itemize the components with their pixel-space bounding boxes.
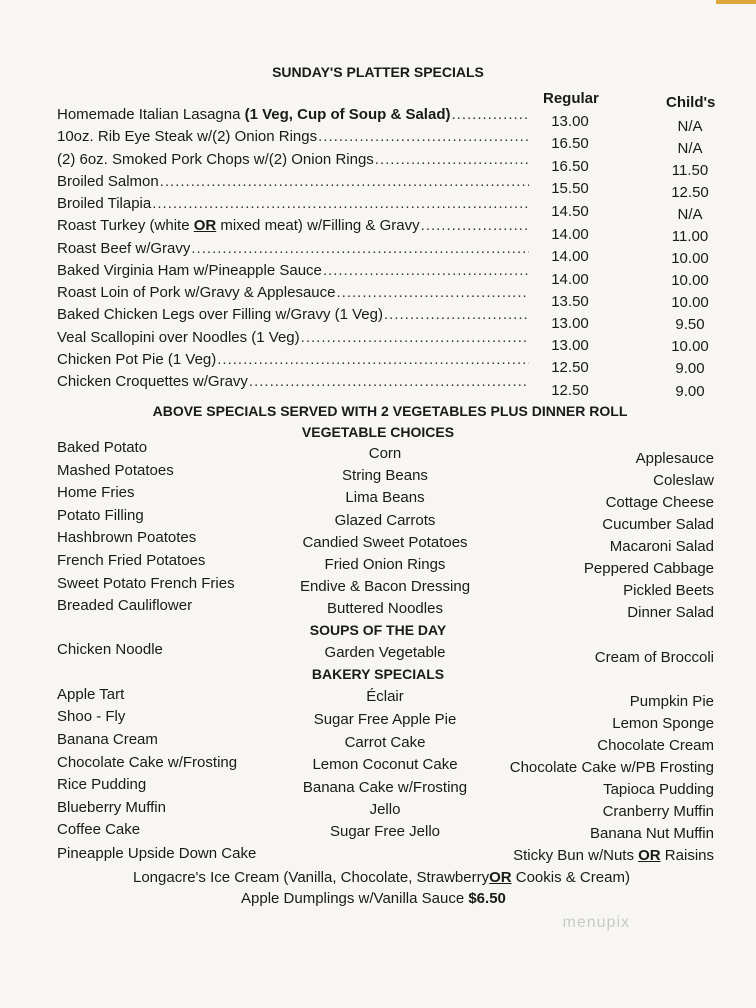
platter-item: Baked Chicken Legs over Filling w/Gravy (1 Veg) .....: [57, 306, 529, 323]
child-price: 10.00: [671, 250, 709, 267]
bakery-item: Apple Tart: [57, 686, 125, 703]
regular-price: 13.50: [551, 293, 589, 310]
child-price: 11.50: [671, 162, 709, 179]
vegetable-item: French Fried Potatoes: [57, 552, 206, 569]
bakery-item: Lemon Coconut Cake: [312, 756, 458, 773]
bakery-item: Coffee Cake: [57, 821, 141, 838]
bakery-item: Shoo - Fly: [57, 708, 126, 725]
platter-item: Broiled Salmon .....: [57, 173, 529, 190]
bakery-item: Carrot Cake: [344, 734, 426, 751]
child-price: 10.00: [671, 272, 709, 289]
dumplings-price: $6.50: [468, 890, 506, 907]
platter-item: Veal Scallopini over Noodles (1 Veg) .....: [57, 329, 529, 346]
vegetable-item: Potato Filling: [57, 507, 144, 524]
bakery-item: Banana Nut Muffin: [590, 825, 714, 842]
vegetable-item: Buttered Noodles: [327, 600, 443, 617]
bakery-item: Tapioca Pudding: [603, 781, 714, 798]
vegetable-item: Applesauce: [635, 450, 714, 467]
regular-price: 15.50: [551, 180, 589, 197]
bakery-item: Éclair: [366, 688, 404, 705]
vegetable-item: Home Fries: [57, 484, 135, 501]
regular-price: 13.00: [551, 337, 589, 354]
platter-item: Chicken Pot Pie (1 Veg) .....: [57, 351, 529, 368]
childs-column-header: Child's: [666, 94, 716, 111]
platter-item: Roast Loin of Pork w/Gravy & Applesauce .....: [57, 284, 529, 301]
bakery-item: Chocolate Cake w/PB Frosting: [509, 759, 714, 776]
vegetable-item: Peppered Cabbage: [583, 560, 714, 577]
regular-price: 16.50: [551, 135, 589, 152]
served-with-note: ABOVE SPECIALS SERVED WITH 2 VEGETABLES PLUS DINNER ROLL: [152, 403, 628, 419]
regular-price: 14.50: [551, 203, 589, 220]
vegetable-choices-title: VEGETABLE CHOICES: [301, 424, 455, 440]
platter-item: Roast Beef w/Gravy .....: [57, 240, 529, 257]
vegetable-item: Candied Sweet Potatoes: [302, 534, 468, 551]
bakery-item: Cranberry Muffin: [602, 803, 714, 820]
vegetable-item: Sweet Potato French Fries: [57, 575, 235, 592]
apple-dumplings-line: Apple Dumplings w/Vanilla Sauce $6.50: [241, 890, 506, 907]
vegetable-item: Endive & Bacon Dressing: [299, 578, 471, 595]
vegetable-item: Lima Beans: [345, 489, 425, 506]
bakery-item: Pumpkin Pie: [629, 693, 714, 710]
platter-item: Chicken Croquettes w/Gravy .....: [57, 373, 529, 390]
bakery-item: Rice Pudding: [57, 776, 147, 793]
soup-item: Chicken Noodle: [57, 641, 163, 658]
vegetable-item: Glazed Carrots: [334, 512, 436, 529]
child-price: N/A: [677, 206, 703, 223]
platter-item: (2) 6oz. Smoked Pork Chops w/(2) Onion Rings .....: [57, 151, 529, 168]
regular-price: 12.50: [551, 359, 589, 376]
vegetable-item: Dinner Salad: [627, 604, 714, 621]
vegetable-item: String Beans: [342, 467, 428, 484]
soups-title: SOUPS OF THE DAY: [309, 622, 447, 638]
watermark: menupix: [562, 914, 630, 931]
corner-decoration: [716, 0, 756, 4]
regular-price: 16.50: [551, 158, 589, 175]
platter-item: Baked Virginia Ham w/Pineapple Sauce .....: [57, 262, 529, 279]
vegetable-item: Mashed Potatoes: [57, 462, 174, 479]
bakery-item: Chocolate Cream: [597, 737, 714, 754]
child-price: N/A: [677, 118, 703, 135]
bakery-item: Sugar Free Apple Pie: [313, 711, 457, 728]
child-price: N/A: [677, 140, 703, 157]
regular-price: 14.00: [551, 271, 589, 288]
bakery-item: Blueberry Muffin: [57, 799, 166, 816]
bakery-item: Chocolate Cake w/Frosting: [57, 754, 238, 771]
child-price: 9.00: [675, 360, 705, 377]
regular-column-header: Regular: [543, 90, 599, 107]
vegetable-item: Pickled Beets: [623, 582, 714, 599]
bakery-item: Banana Cream: [57, 731, 158, 748]
bakery-item: Banana Cake w/Frosting: [302, 779, 468, 796]
child-price: 10.00: [671, 338, 709, 355]
ice-cream-line: Longacre's Ice Cream (Vanilla, Chocolate, StrawberryOR Cookis & Cream): [133, 869, 630, 886]
regular-price: 14.00: [551, 248, 589, 265]
platter-item: 10oz. Rib Eye Steak w/(2) Onion Rings .....: [57, 128, 529, 145]
vegetable-item: Fried Onion Rings: [324, 556, 446, 573]
soup-item: Garden Vegetable: [324, 644, 446, 661]
vegetable-item: Breaded Cauliflower: [57, 597, 193, 614]
page-title: SUNDAY'S PLATTER SPECIALS: [272, 64, 484, 80]
platter-item: Roast Turkey (white OR mixed meat) w/Filling & Gravy .....: [57, 217, 529, 234]
platter-item: Broiled Tilapia .....: [57, 195, 529, 212]
bakery-item: Sticky Bun w/Nuts OR Raisins: [513, 847, 714, 864]
platter-item: Homemade Italian Lasagna (1 Veg, Cup of Soup & Salad) .....: [57, 106, 529, 123]
bakery-item: Sugar Free Jello: [329, 823, 441, 840]
child-price: 9.50: [675, 316, 705, 333]
vegetable-item: Baked Potato: [57, 439, 148, 456]
vegetable-item: Hashbrown Poatotes: [57, 529, 197, 546]
soup-item: Cream of Broccoli: [594, 649, 714, 666]
vegetable-item: Cucumber Salad: [602, 516, 714, 533]
regular-price: 13.00: [551, 113, 589, 130]
child-price: 11.00: [671, 228, 709, 245]
child-price: 9.00: [675, 383, 705, 400]
bakery-item: Pineapple Upside Down Cake: [57, 845, 257, 862]
vegetable-item: Corn: [368, 445, 402, 462]
regular-price: 14.00: [551, 226, 589, 243]
bakery-item: Jello: [369, 801, 401, 818]
regular-price: 12.50: [551, 382, 589, 399]
vegetable-item: Macaroni Salad: [609, 538, 714, 555]
bakery-title: BAKERY SPECIALS: [311, 666, 445, 682]
vegetable-item: Coleslaw: [653, 472, 714, 489]
child-price: 10.00: [671, 294, 709, 311]
vegetable-item: Cottage Cheese: [605, 494, 714, 511]
regular-price: 13.00: [551, 315, 589, 332]
child-price: 12.50: [671, 184, 709, 201]
bakery-item: Lemon Sponge: [612, 715, 714, 732]
